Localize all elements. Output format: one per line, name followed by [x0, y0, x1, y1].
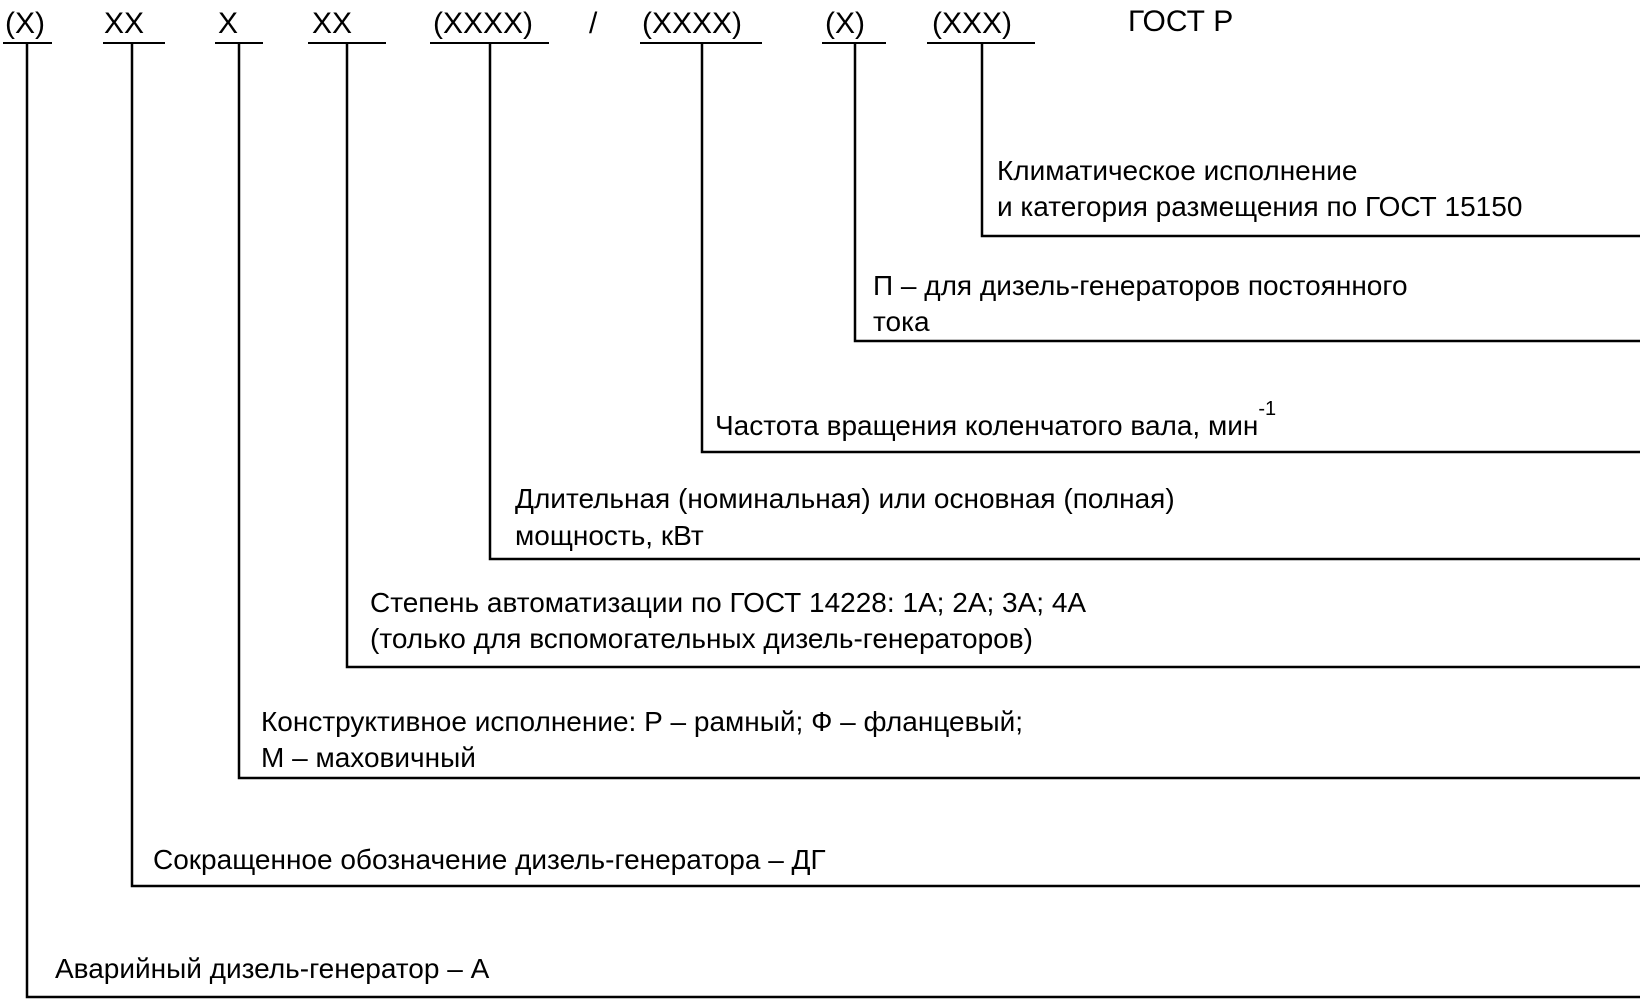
desc-construction-line2: М – маховичный [261, 742, 476, 773]
code-emergency: (X) [5, 7, 45, 40]
desc-rotation-speed-superscript: -1 [1258, 398, 1277, 420]
code-power: (XXXX) [433, 7, 534, 40]
desc-emergency: Аварийный дизель-генератор – А [55, 953, 490, 984]
code-climatic: (XXX) [932, 7, 1013, 40]
desc-construction-line1: Конструктивное исполнение: Р – рамный; Ф – фланцевый; [261, 706, 1024, 737]
desc-rotation-speed [715, 398, 1276, 441]
desc-dc-line2: тока [873, 306, 930, 337]
leader-automation [347, 43, 1640, 667]
code-dc: (X) [825, 7, 865, 40]
code-construction: X [218, 7, 239, 40]
desc-power-line2: мощность, кВт [515, 520, 704, 551]
desc-dc-line1: П – для дизель-генераторов постоянного [873, 270, 1408, 301]
desc-automation-line2: (только для вспомогательных дизель-генераторов) [370, 623, 1033, 654]
desc-rotation-speed-text: Частота вращения коленчатого вала, мин [715, 410, 1259, 441]
code-abbreviation: XX [104, 7, 145, 40]
desc-abbreviation: Сокращенное обозначение дизель-генератора – ДГ [153, 844, 826, 875]
desc-automation-line1: Степень автоматизации по ГОСТ 14228: 1А; 2А; 3А; 4А [370, 587, 1087, 618]
leader-power [490, 43, 1640, 559]
code-automation: XX [312, 7, 353, 40]
desc-power-line1: Длительная (номинальная) или основная (полная) [515, 483, 1175, 514]
code-standard: ГОСТ Р [1128, 5, 1234, 38]
designation-codes [5, 5, 1233, 40]
code-rotation-speed: (XXXX) [642, 7, 743, 40]
desc-climatic-line1: Климатическое исполнение [997, 155, 1358, 186]
descriptions [55, 155, 1522, 984]
desc-climatic-line2: и категория размещения по ГОСТ 15150 [997, 191, 1523, 222]
leader-rotation-speed [702, 43, 1640, 452]
code-separator-slash: / [589, 7, 598, 40]
